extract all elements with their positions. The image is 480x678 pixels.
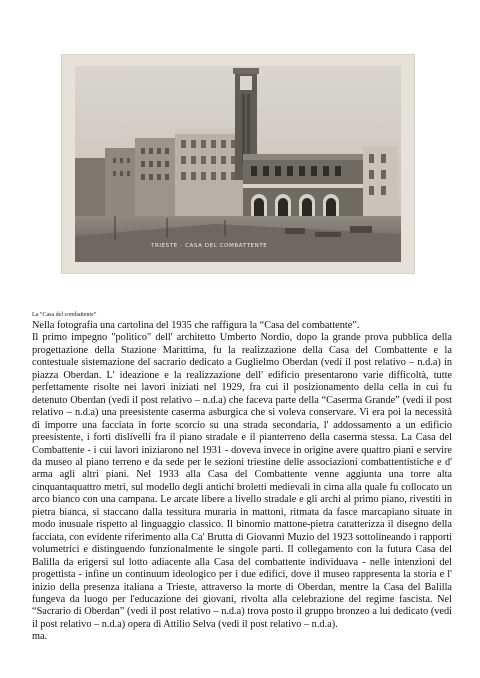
article-body	[32, 320, 452, 644]
building-illustration	[75, 66, 401, 262]
paragraph-intro: Nella fotografia una cartolina del 1935 che raffigura la “Casa del combattente”.	[32, 320, 360, 331]
paragraph-end: ma.	[32, 631, 48, 643]
postcard-inscription: TRIESTE - CASA DEL COMBATTENTE	[151, 243, 268, 249]
paragraph-main: Il primo impegno "politico" dell' architetto Umberto Nordio, dopo la grande prova pubblica della progettazione della Stazione Marittima, fu la realizzazione della Casa del Combattente e la contestuale sistemazione del sacrario dedicato a Guglielmo Oberdan (vedi il post relativo – n.d.a) in piazza Oberdan. L' ideazione e la realizzazione dell' edificio presentarono varie difficoltà, tutte perfettamente risolte nei lavori iniziati nel 1929, fra cui il posizionamento della cella in cui fu detenuto Oberdan (vedi il post relativo – n.d.a) che faceva parte della “Caserma Grande” (vedi il post relativo – n.d.a) una preesistente caserma asburgica che si voleva conservare. Vi era poi la necessità di imporre una facciata in forte scorcio su una strada secondaria, l' addossamento a un edificio preesistente, i forti dislivelli fra il piano stradale e il pianterreno della caserma stessa. La Casa del Combattente - i cui lavori iniziarono nel 1931 - doveva invece in origine avere quattro piani e servire da museo al piano terreno e da sede per le sezioni triestine delle associazioni combattentistiche e d' arma agli altri piani. Nel 1933 alla Casa del Combattente venne aggiunta una torre alta cinquantaquattro metri, sul modello degli antichi broletti medievali in cima alla quale fu collocato un arco bianco con una campana. Le arcate libere a livello stradale e gli archi al primo piano, rivestiti in pietra bianca, si staccano dalla tessitura muraria in mattoni, ritmata da fasce marcapiano situate in modo inusuale rispetto al linguaggio classico. Il binomio mattone-pietra caratterizza il disegno della facciata, con evidente riferimento alla Ca' Brutta di Giovanni Muzio del 1923 sottolineando i rapporti volumetrici e distinguendo funzionalmente le singole parti. Il collegamento con la futura Casa del Balilla da erigersi sul lotto adiacente alla Casa del combattente individuava - nelle intenzioni del progettista - infine un continuum ideologico per i due edifici, dove il museo rappresenta la storia e l' inizio della presenza italiana a Trieste, attraverso la morte di Oberdan, mentre la Casa del Balilla fungeva da luogo per l'educazione dei giovani, rivolta alla celebrazione del regime fascista. Nel “Sacrario di Oberdan” (vedi il post relativo – n.d.a) trova posto il gruppo bronzeo a lui dedicato (vedi il post relativo – n.d.a) opera di Attilio Selva (vedi il post relativo – n.d.a).	[32, 332, 452, 630]
photo-image	[75, 66, 401, 262]
photo-caption: La “Casa del combattente”	[32, 312, 97, 318]
postcard-photo	[62, 55, 414, 273]
